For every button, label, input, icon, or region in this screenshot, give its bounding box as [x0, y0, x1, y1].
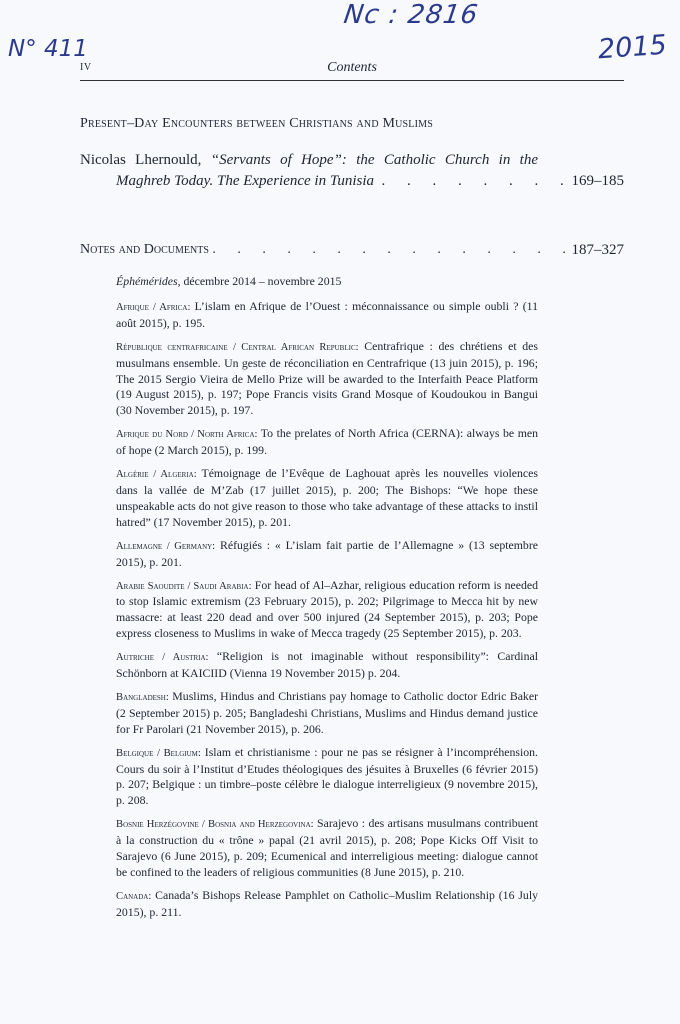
country-label: Autriche / Austria:: [116, 652, 209, 664]
list-item: [116, 339, 538, 420]
notes-pages: 187–327: [571, 242, 624, 258]
notes-list: [116, 274, 538, 928]
list-item: [116, 745, 538, 810]
entry-text: For head of Al–Azhar, religious education reform is needed to stop Islamic extremism (23 February 2015), p. 202; Pilgrimage to Mecca hit by new massacre: at least 220 dead and over 500 injured (24 September 2015), p. 203; Pope express closeness to Muslims in wake of Mecca tragedy (25 September 2015), p. 203.: [116, 577, 539, 641]
list-item: [116, 816, 538, 881]
entry-text: Islam et christianisme : pour ne pas se résigner à l’incompréhension. Cours du soir à l’Institut d’Etudes théologiques des jésuites à Bruxelles (6 février 2015) p. 207; Belgique : un timbre–poste célèbre le dialogue interreligieux (9 novembre 2015), p. 208.: [116, 744, 538, 808]
country-label: Allemagne / Germany:: [116, 540, 216, 552]
article-author: Nicolas Lhernould,: [80, 152, 202, 168]
handwritten-issue-number: N° 411: [8, 36, 88, 62]
list-item: [116, 578, 538, 643]
ephemerides-range: , décembre 2014 – novembre 2015: [177, 274, 342, 288]
country-label: Afrique / Africa:: [116, 301, 191, 313]
toc-notes-entry[interactable]: [80, 242, 624, 258]
article-line-1: [80, 150, 538, 171]
handwritten-catalog-number: Nc : 2816: [341, 0, 481, 30]
entry-text: L’islam en Afrique de l’Ouest : méconnaissance ou simple oubli ? (11 août 2015), p. 195.: [116, 298, 539, 330]
page-folio: IV: [80, 62, 92, 73]
article-line-2: [80, 171, 624, 192]
country-label: Bangladesh:: [116, 691, 169, 703]
list-item: [116, 649, 538, 682]
toc-article-entry[interactable]: [80, 150, 624, 192]
country-label: Belgique / Belgium:: [116, 747, 201, 759]
running-head: [80, 60, 624, 80]
entry-text: Centrafrique : des chrétiens et des musulmans ensemble. Un geste de réconciliation en Centrafrique (13 juin 2015), p. 196; The 2015 Sergio Vieira de Mello Prize will be awarded to the Interfaith Peace Platform (19 August 2015), p. 197; Pope Francis visits Grand Mosque of Koudoukou in Bangui (30 November 2015), p. 197.: [116, 338, 538, 418]
leader-dots: . . . . . . . .: [381, 173, 573, 189]
entry-text: Muslims, Hindus and Christians pay homage to Catholic doctor Edric Baker (2 September 2015) p. 205; Bangladeshi Christians, Muslims and Hindus demand justice for Fr Parolari (21 November 2015), p. 206.: [116, 688, 538, 736]
list-item: [116, 299, 538, 332]
country-label: Bosnie Herzégovine / Bosnia and Herzegovina:: [116, 819, 314, 831]
header-rule: [80, 80, 624, 81]
country-label: Arabie Saoudite / Saudi Arabia:: [116, 580, 252, 592]
entry-text: To the prelates of North Africa (CERNA): always be men of hope (2 March 2015), p. 199.: [116, 426, 538, 458]
entry-text: Témoignage de l’Evêque de Laghouat après les nouvelles violences dans la vallée de M’Zab (17 juillet 2015), p. 200; The Bishops: “We hope these unspeakable acts do not give reason to those who take advantage of these attacks to instil hatred” (17 November 2015), p. 201.: [116, 466, 538, 529]
ephemerides-heading: [116, 274, 538, 290]
article-title-part2: Maghreb Today. The Experience in Tunisia: [116, 173, 375, 189]
country-label: République centrafricaine / Central African Republic:: [116, 341, 359, 353]
handwritten-year: 2015: [597, 29, 668, 66]
ephemerides-title: Éphémérides: [116, 274, 178, 288]
country-label: Algérie / Algeria:: [116, 469, 197, 481]
list-item: [116, 689, 538, 738]
list-item: [116, 888, 538, 921]
article-pages: 169–185: [571, 173, 624, 189]
page-title: Contents: [327, 60, 377, 75]
leader-dots: . . . . . . . . . . . . . . .: [212, 242, 575, 257]
list-item: [116, 426, 538, 459]
country-label: Afrique du Nord / North Africa:: [116, 429, 258, 441]
entry-text: Canada’s Bishops Release Pamphlet on Catholic–Muslim Relationship (16 July 2015), p. 211.: [116, 887, 538, 919]
entry-text: Sarajevo : des artisans musulmans contribuent à la construction du « trône » papal (21 avril 2015), p. 208; Pope Kicks Off Visit to Sarajevo (6 June 2015), p. 209; Ecumenical and interreligious meeting: dialogue cannot be confined to the leaders of religious communities (8 June 2015), p. 210.: [116, 816, 538, 879]
entry-text: Réfugiés : « L’islam fait partie de l’Allemagne » (13 septembre 2015), p. 201.: [116, 537, 538, 569]
article-title-part1: “Servants of Hope”: the Catholic Church in the: [210, 152, 539, 168]
country-label: Canada:: [116, 890, 152, 902]
section-title: Present–Day Encounters between Christians and Muslims: [80, 116, 433, 131]
list-item: [116, 466, 538, 531]
notes-label: Notes and Documents: [80, 242, 209, 257]
list-item: [116, 538, 538, 571]
entry-text: “Religion is not imaginable without responsibility”: Cardinal Schönborn at KAICIID (Vienna 19 November 2015) p. 204.: [116, 649, 538, 681]
